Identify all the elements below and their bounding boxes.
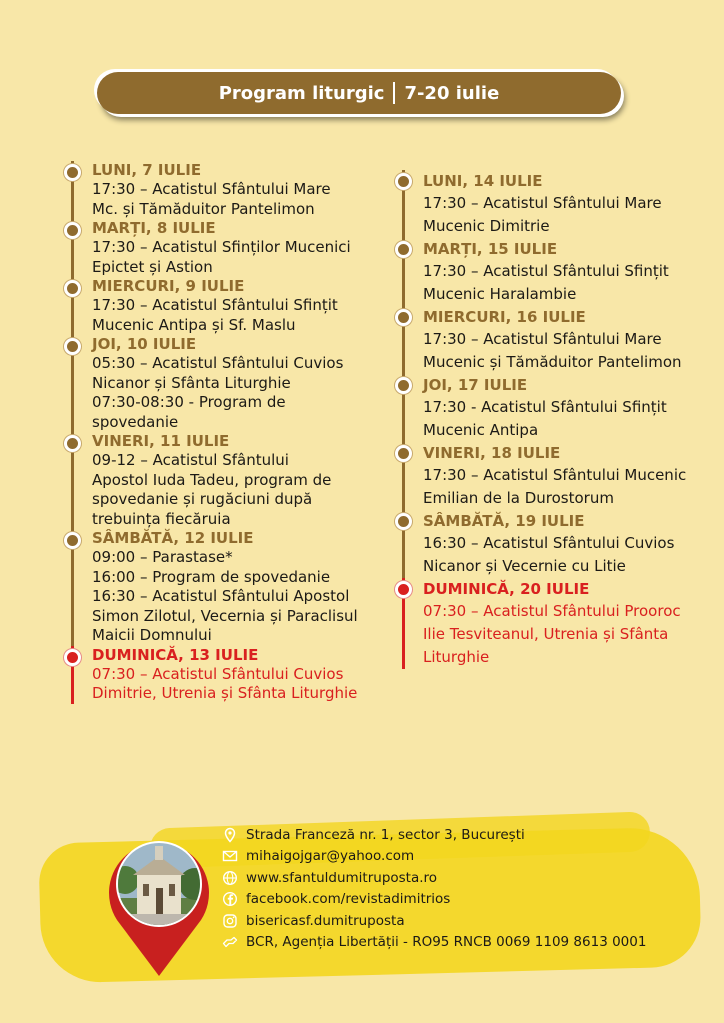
instagram-icon <box>222 913 238 929</box>
service-entry: Mucenic Antipa și Sf. Maslu <box>92 315 296 334</box>
service-entry: trebuința fiecăruia <box>92 509 231 528</box>
day-title: SÂMBĂTĂ, 19 IULIE <box>423 512 585 530</box>
timeline-dot-icon <box>395 173 412 190</box>
contact-row <box>222 824 646 846</box>
contact-text: facebook.com/revistadimitrios <box>246 891 451 908</box>
service-entry: Liturghie <box>423 648 490 666</box>
timeline-dot-icon <box>64 649 81 666</box>
timeline-dot-icon <box>64 435 81 452</box>
service-entry: 17:30 – Acatistul Sfinților Mucenici <box>92 238 351 256</box>
contact-text: BCR, Agenția Libertății - RO95 RNCB 0069 1109 8613 0001 <box>246 934 647 951</box>
service-entry: Dimitrie, Utrenia și Sfânta Liturghie <box>92 684 358 702</box>
service-entry: Mc. și Tămăduitor Pantelimon <box>92 199 315 218</box>
day-title: DUMINICĂ, 20 IULIE <box>423 580 590 598</box>
service-entry: spovedanie <box>92 412 179 431</box>
timeline-dot-icon <box>395 581 412 598</box>
schedule-day <box>391 374 709 442</box>
timeline-dot-icon <box>64 338 81 355</box>
service-entry: 17:30 – Acatistul Sfântului Mare <box>423 330 662 348</box>
service-entry: Maicii Domnului <box>92 626 212 644</box>
day-title: MARȚI, 8 IULIE <box>92 219 216 237</box>
day-title: MARȚI, 15 IULIE <box>423 240 558 258</box>
title-separator <box>393 82 395 104</box>
schedule-day <box>391 442 709 510</box>
timeline-dot-icon <box>395 445 412 462</box>
day-title: VINERI, 18 IULIE <box>423 444 561 462</box>
service-entry: Emilian de la Durostorum <box>423 489 614 507</box>
timeline-dot-icon <box>395 241 412 258</box>
schedule-column-right <box>391 170 709 669</box>
facebook-icon <box>222 891 238 907</box>
service-entry: 17:30 – Acatistul Sfântului Mare <box>92 180 331 198</box>
service-entry: 05:30 – Acatistul Sfântului Cuvios <box>92 354 344 372</box>
service-entry: 07:30-08:30 - Program de <box>92 393 286 411</box>
service-entry: Epictet și Astion <box>92 257 213 276</box>
title-banner <box>97 72 621 114</box>
day-title: VINERI, 11 IULIE <box>92 432 230 450</box>
church-location-pin <box>103 828 215 978</box>
service-entry: 17:30 – Acatistul Sfântului Sfințit <box>92 296 338 314</box>
service-entry: Apostol Iuda Tadeu, program de <box>92 470 332 489</box>
program-title: Program liturgic <box>218 82 385 104</box>
schedule-day <box>60 432 380 529</box>
timeline-dot-icon <box>64 532 81 549</box>
service-entry: Mucenic Haralambie <box>423 285 577 303</box>
contact-row <box>222 867 646 889</box>
schedule-day <box>60 529 380 646</box>
timeline-dot-icon <box>395 513 412 530</box>
service-entry: 17:30 – Acatistul Sfântului Mare <box>423 194 662 212</box>
contact-row <box>222 910 646 932</box>
service-entry: 16:30 – Acatistul Sfântului Cuvios <box>423 534 675 552</box>
day-title: JOI, 10 IULIE <box>92 335 197 353</box>
schedule-day <box>60 335 380 432</box>
service-entry: 16:30 – Acatistul Sfântului Apostol <box>92 587 350 605</box>
service-entry: spovedanie și rugăciuni după <box>92 490 313 508</box>
service-entry: Ilie Tesviteanul, Utrenia și Sfânta <box>423 625 669 643</box>
service-entry: 16:00 – Program de spovedanie <box>92 567 331 586</box>
day-title: MIERCURI, 16 IULIE <box>423 308 586 326</box>
service-entry: Mucenic Dimitrie <box>423 217 550 235</box>
day-title: LUNI, 7 IULIE <box>92 161 202 179</box>
mail-icon <box>222 848 238 864</box>
service-entry: 07:30 – Acatistul Sfântului Prooroc <box>423 602 681 620</box>
day-title: SÂMBĂTĂ, 12 IULIE <box>92 529 254 547</box>
schedule-day <box>391 238 709 306</box>
service-entry: 07:30 – Acatistul Sfântului Cuvios <box>92 664 344 683</box>
schedule-day <box>391 578 709 669</box>
day-title: MIERCURI, 9 IULIE <box>92 277 245 295</box>
schedule-day <box>391 510 709 578</box>
service-entry: Nicanor și Sfânta Liturghie <box>92 373 291 392</box>
service-entry: Simon Zilotul, Vecernia și Paraclisul <box>92 606 358 625</box>
day-title: LUNI, 14 IULIE <box>423 172 543 190</box>
timeline-dot-icon <box>64 222 81 239</box>
service-entry: 17:30 – Acatistul Sfântului Mucenic <box>423 466 687 484</box>
contact-text: www.sfantuldumitruposta.ro <box>246 869 438 886</box>
service-entry: 09-12 – Acatistul Sfântului <box>92 451 289 469</box>
day-title: JOI, 17 IULIE <box>423 376 528 394</box>
contact-text: bisericasf.dumitruposta <box>246 912 405 929</box>
contact-row <box>222 932 646 954</box>
location-icon <box>222 827 238 843</box>
contact-row <box>222 846 646 868</box>
schedule-day <box>391 170 709 238</box>
service-entry: 17:30 – Acatistul Sfântului Sfințit <box>423 262 669 280</box>
service-entry: Nicanor și Vecernie cu Litie <box>423 557 626 575</box>
contact-text: mihaigojgar@yahoo.com <box>246 848 415 865</box>
service-entry: Mucenic și Tămăduitor Pantelimon <box>423 353 682 371</box>
contact-text: Strada Franceză nr. 1, sector 3, București <box>246 826 525 843</box>
contact-info <box>222 824 646 953</box>
schedule-day <box>60 277 380 335</box>
service-entry: Mucenic Antipa <box>423 421 539 439</box>
program-dates: 7-20 iulie <box>404 82 500 104</box>
schedule-day <box>391 306 709 374</box>
timeline-dot-icon <box>395 309 412 326</box>
globe-icon <box>222 870 238 886</box>
timeline-dot-icon <box>395 377 412 394</box>
contact-row <box>222 889 646 911</box>
bank-icon <box>222 934 238 950</box>
schedule-day <box>60 646 380 704</box>
schedule-day <box>60 219 380 277</box>
timeline-dot-icon <box>64 280 81 297</box>
schedule-day <box>60 161 380 219</box>
service-entry: 09:00 – Parastase* <box>92 548 233 566</box>
schedule-column-left <box>60 161 380 704</box>
service-entry: 17:30 - Acatistul Sfântului Sfințit <box>423 398 667 416</box>
timeline-dot-icon <box>64 164 81 181</box>
day-title: DUMINICĂ, 13 IULIE <box>92 645 259 664</box>
